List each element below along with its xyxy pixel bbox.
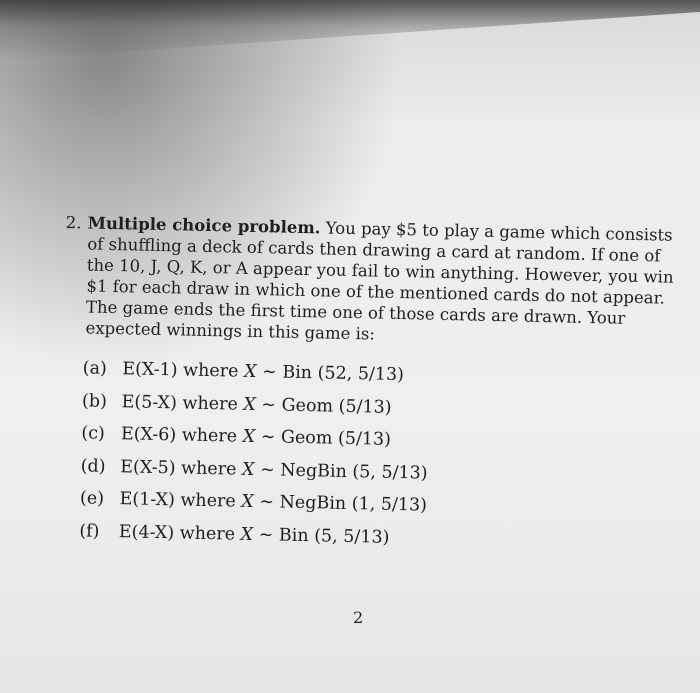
shadow-overlay	[0, 0, 700, 60]
options-list	[59, 352, 683, 560]
problem-lead: Multiple choice problem.	[87, 213, 321, 238]
problem-intro	[63, 212, 686, 351]
option-variable: X	[240, 524, 254, 545]
option-distribution: ~ Bin (5, 5/13)	[258, 524, 390, 548]
option-distribution: ~ Geom (5/13)	[260, 427, 392, 450]
option-letter: (b)	[81, 390, 108, 412]
option-expression: E(4-X) where	[118, 521, 236, 545]
option-expression: E(X-6) where	[120, 424, 238, 447]
problem-block	[59, 212, 686, 560]
option-letter: (c)	[81, 423, 106, 444]
option-variable: X	[241, 459, 255, 480]
option-distribution: ~ Bin (52, 5/13)	[261, 362, 405, 386]
option-expression: E(5-X) where	[121, 391, 239, 415]
option-letter: (f)	[79, 520, 100, 542]
problem-number: 2.	[65, 212, 82, 233]
option-distribution: ~ Geom (5/13)	[261, 394, 392, 418]
option-letter: (d)	[80, 455, 106, 477]
option-variable: X	[242, 426, 256, 448]
option-variable: X	[241, 491, 255, 512]
option-letter: (e)	[79, 488, 105, 509]
option-variable: X	[243, 394, 257, 415]
option-letter: (a)	[82, 358, 108, 379]
option-distribution: ~ NegBin (1, 5/13)	[259, 492, 428, 516]
option-expression: E(1-X) where	[119, 489, 236, 512]
option-expression: E(X-1) where	[122, 359, 239, 382]
option-expression: E(X-5) where	[120, 456, 237, 480]
page-number: 2	[353, 608, 364, 627]
problem-text: You pay $5 to play a game which consists of shuffling a deck of cards then drawing a card at random. If one of the 10, J, Q, K, or A appear you fail to win anything. However, you win $1 for each draw in which one of the mentioned cards do not appear. The game ends the first time one of those cards are drawn. Your expected winnings in this game is:	[85, 218, 674, 344]
option-distribution: ~ NegBin (5, 5/13)	[259, 459, 428, 484]
option-variable: X	[243, 361, 257, 383]
